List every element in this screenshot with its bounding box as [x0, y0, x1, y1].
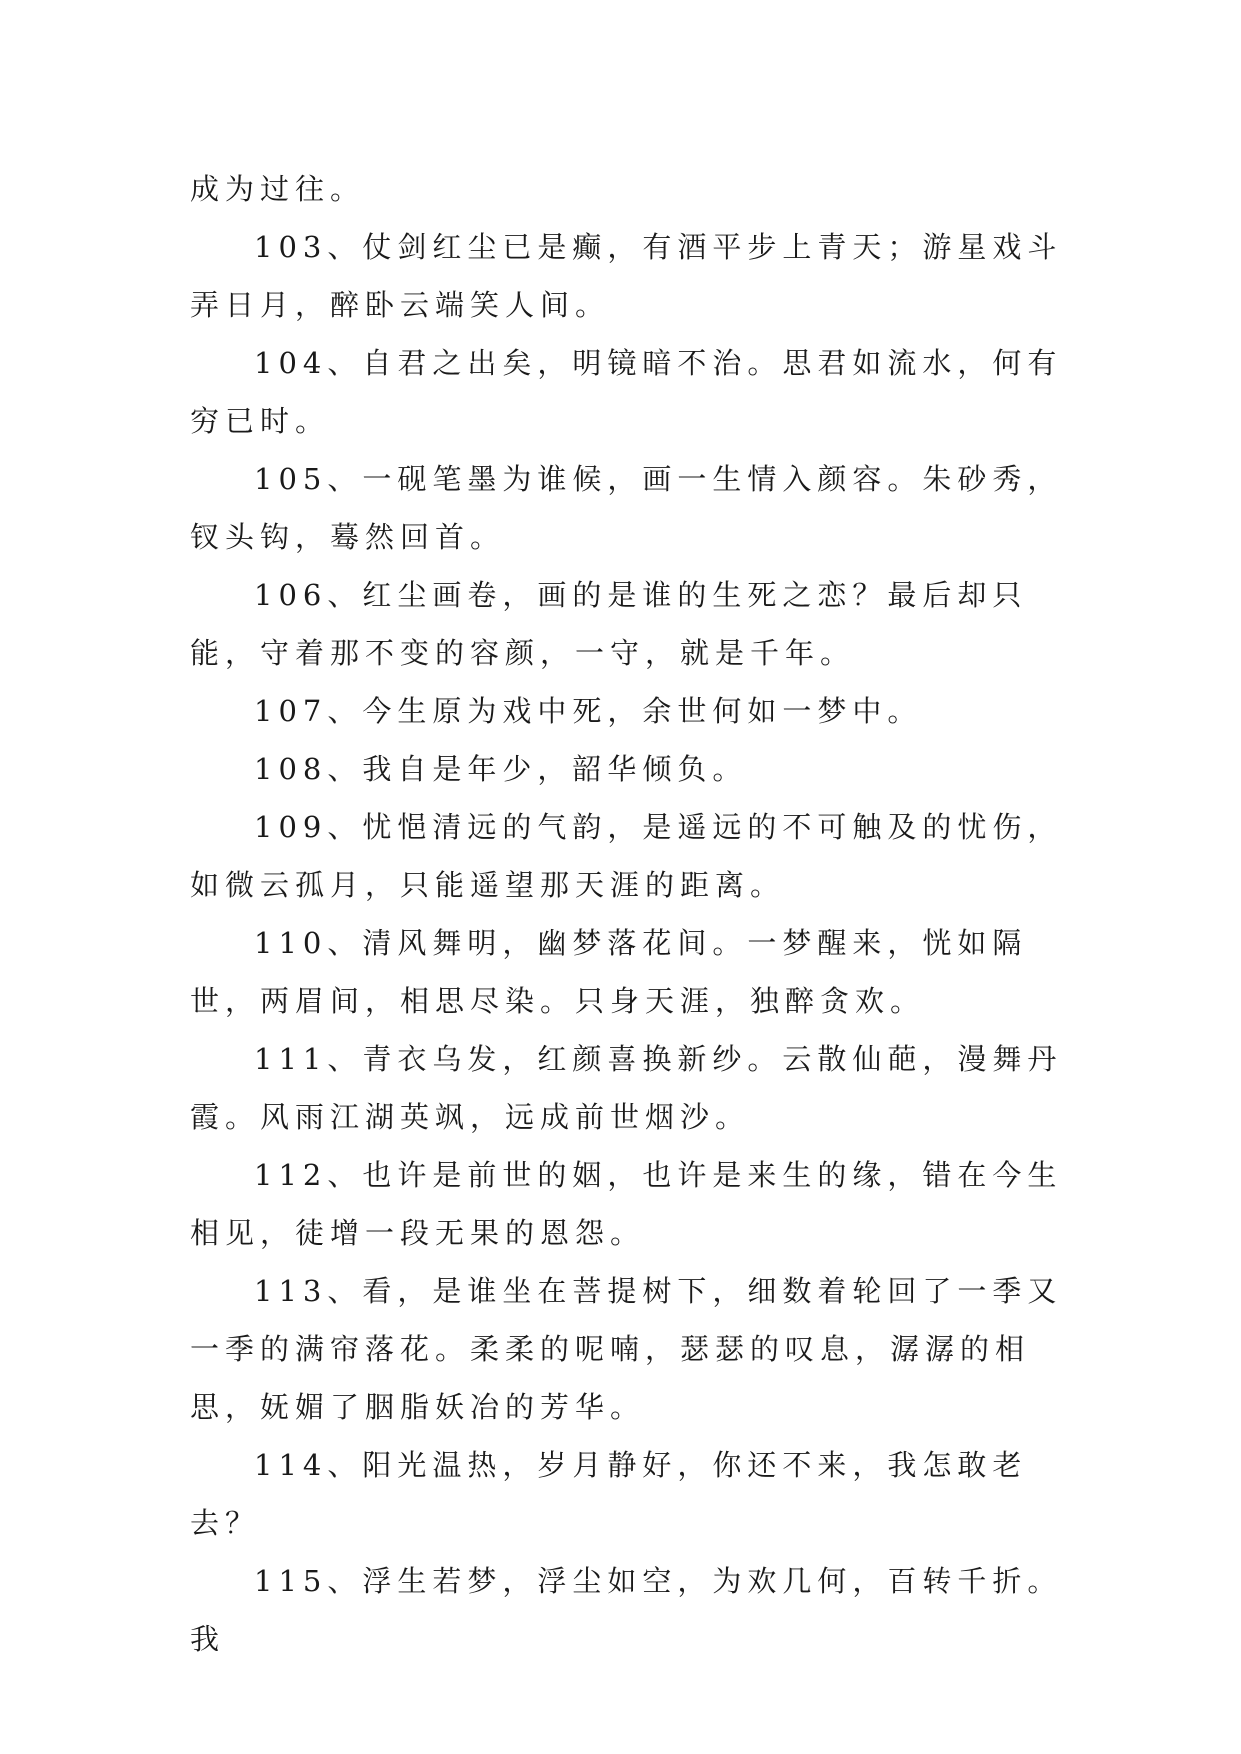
- paragraph-continuation: 成为过往。: [190, 172, 366, 206]
- paragraph-108: 108、我自是年少，韶华倾负。: [254, 752, 748, 786]
- paragraph-110: 110、清风舞明，幽梦落花间。一梦醒来，恍如隔世，两眉间，相思尽染。只身天涯，独醉贪欢。: [190, 926, 1028, 1018]
- paragraph-115: 115、浮生若梦，浮尘如空，为欢几何，百转千折。我: [190, 1564, 1063, 1656]
- paragraph-105: 105、一砚笔墨为谁候，画一生情入颜容。朱砂秀，钗头钩，蓦然回首。: [190, 462, 1063, 554]
- paragraph-104: 104、自君之出矣，明镜暗不治。思君如流水，何有穷已时。: [190, 346, 1063, 438]
- paragraph-103: 103、仗剑红尘已是癫，有酒平步上青天；游星戏斗弄日月，醉卧云端笑人间。: [190, 230, 1063, 322]
- document-body: [190, 160, 1070, 1668]
- paragraph-109: 109、忧悒清远的气韵，是遥远的不可触及的忧伤，如微云孤月，只能遥望那天涯的距离。: [190, 810, 1063, 902]
- paragraph-106: 106、红尘画卷，画的是谁的生死之恋？最后却只能，守着那不变的容颜，一守，就是千年。: [190, 578, 1028, 670]
- paragraph-114: 114、阳光温热，岁月静好，你还不来，我怎敢老去？: [190, 1448, 1028, 1540]
- paragraph-107: 107、今生原为戏中死，余世何如一梦中。: [254, 694, 923, 728]
- paragraph-112: 112、也许是前世的姻，也许是来生的缘，错在今生相见，徒增一段无果的恩怨。: [190, 1158, 1063, 1250]
- paragraph-111: 111、青衣乌发，红颜喜换新纱。云散仙葩，漫舞丹霞。风雨江湖英飒，远成前世烟沙。: [190, 1042, 1063, 1134]
- paragraph-113: 113、看，是谁坐在菩提树下，细数着轮回了一季又一季的满帘落花。柔柔的呢喃，瑟瑟的叹息，潺潺的相思，妩媚了胭脂妖冶的芳华。: [190, 1274, 1063, 1424]
